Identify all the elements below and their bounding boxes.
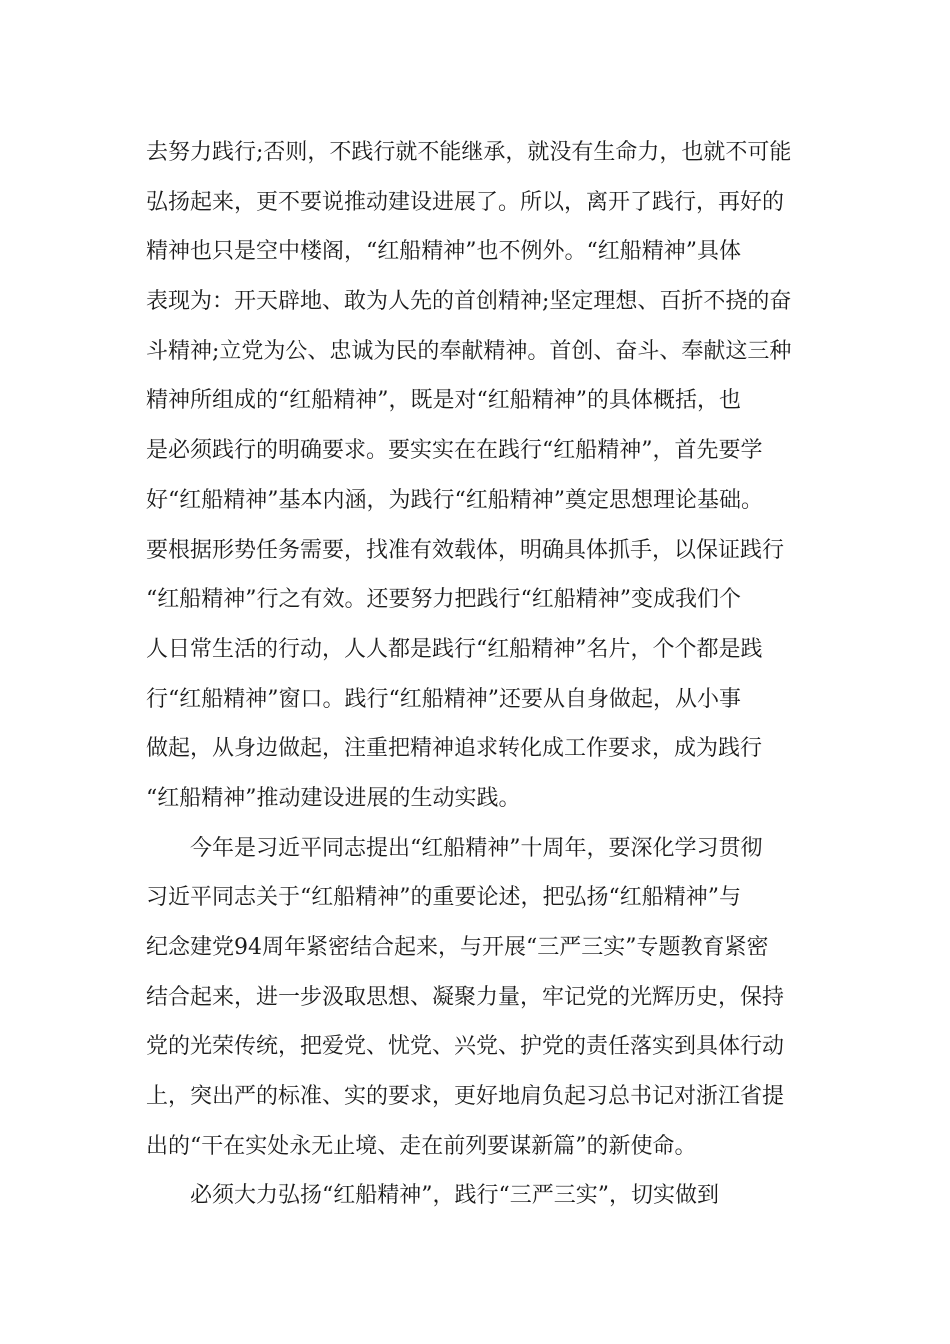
text-line: 党的光荣传统，把爱党、忧党、兴党、护党的责任落实到具体行动 [146,1034,785,1060]
text-line: 必须大力弘扬“红船精神”，践行“三严三实”，切实做到 [190,1183,719,1209]
text-line: 上，突出严的标准、实的要求，更好地肩负起习总书记对浙江省提 [146,1084,785,1110]
text-line: 出的“干在实处永无止境、走在前列要谋新篇”的新使命。 [146,1133,697,1159]
text-line: 纪念建党94周年紧密结合起来，与开展“三严三实”专题教育紧密 [146,935,769,960]
text-line: 表现为：开天辟地、敢为人先的首创精神;坚定理想、百折不挠的奋 [146,289,792,315]
text-line: “红船精神”推动建设进展的生动实践。 [146,785,521,811]
text-line: 行“红船精神”窗口。践行“红船精神”还要从自身做起，从小事 [146,686,741,712]
text-line: 斗精神;立党为公、忠诚为民的奉献精神。首创、奋斗、奉献这三种 [146,338,792,364]
text-line: 要根据形势任务需要，找准有效载体，明确具体抓手，以保证践行 [146,537,785,563]
text-line: 做起，从身边做起，注重把精神追求转化成工作要求，成为践行 [146,736,763,762]
text-line: 人日常生活的行动，人人都是践行“红船精神”名片，个个都是践 [146,636,763,662]
text-line: 是必须践行的明确要求。要实实在在践行“红船精神”，首先要学 [146,438,763,464]
text-line: 习近平同志关于“红船精神”的重要论述，把弘扬“红船精神”与 [146,885,741,911]
text-line: 弘扬起来，更不要说推动建设进展了。所以，离开了践行，再好的 [146,189,785,215]
body-text [146,128,826,1221]
text-line: 去努力践行;否则，不践行就不能继承，就没有生命力，也就不可能 [146,140,792,165]
text-line: 精神也只是空中楼阁，“红船精神”也不例外。“红船精神”具体 [146,239,741,265]
text-line: 精神所组成的“红船精神”，既是对“红船精神”的具体概括，也 [146,388,741,414]
text-line: 今年是习近平同志提出“红船精神”十周年，要深化学习贯彻 [190,835,763,861]
text-line: “红船精神”行之有效。还要努力把践行“红船精神”变成我们个 [146,587,741,613]
text-line: 结合起来，进一步汲取思想、凝聚力量，牢记党的光辉历史，保持 [146,984,785,1010]
text-line: 好“红船精神”基本内涵，为践行“红船精神”奠定思想理论基础。 [146,487,763,513]
